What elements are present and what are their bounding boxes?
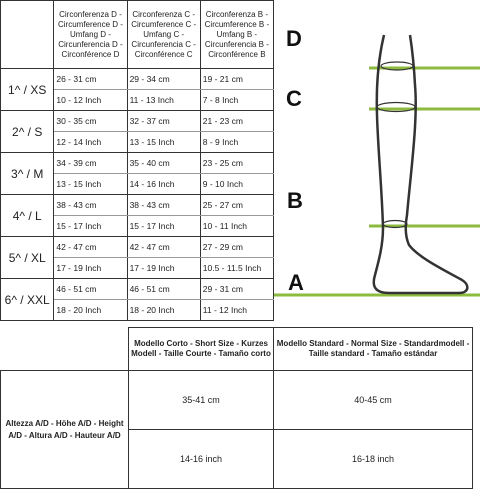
inch-value: 9 - 10 Inch: [200, 174, 273, 195]
size-table: [0, 0, 274, 321]
inch-value: 18 - 20 Inch: [127, 300, 200, 321]
size-label: 6^ / XXL: [1, 279, 54, 321]
size-label: 1^ / XS: [1, 69, 54, 111]
leg-outline: [374, 35, 468, 293]
standard-size-inch: 16-18 inch: [274, 430, 473, 489]
cm-value: 32 - 37 cm: [127, 111, 200, 132]
label-c: C: [286, 86, 302, 111]
leg-diagram: [274, 0, 480, 327]
cm-value: 38 - 43 cm: [54, 195, 127, 216]
label-d: D: [286, 26, 302, 51]
height-row-label: Altezza A/D - Höhe A/D - Height A/D - Altura A/D - Hauteur A/D: [1, 371, 129, 489]
inch-value: 17 - 19 Inch: [127, 258, 200, 279]
inch-value: 8 - 9 Inch: [200, 132, 273, 153]
size-label: 5^ / XL: [1, 237, 54, 279]
cm-value: 26 - 31 cm: [54, 69, 127, 90]
inch-value: 10 - 11 Inch: [200, 216, 273, 237]
cm-value: 29 - 34 cm: [127, 69, 200, 90]
cm-value: 29 - 31 cm: [200, 279, 273, 300]
cm-value: 42 - 47 cm: [54, 237, 127, 258]
cm-value: 27 - 29 cm: [200, 237, 273, 258]
cm-value: 21 - 23 cm: [200, 111, 273, 132]
cm-value: 25 - 27 cm: [200, 195, 273, 216]
size-row-cm: [1, 237, 274, 258]
size-row-cm: [1, 195, 274, 216]
size-label: 3^ / M: [1, 153, 54, 195]
size-row-cm: [1, 153, 274, 174]
inch-value: 7 - 8 Inch: [200, 90, 273, 111]
short-size-cm: 35-41 cm: [129, 371, 274, 430]
inch-value: 18 - 20 Inch: [54, 300, 127, 321]
inch-value: 11 - 12 Inch: [200, 300, 273, 321]
inch-value: 10.5 - 11.5 Inch: [200, 258, 273, 279]
inch-value: 17 - 19 Inch: [54, 258, 127, 279]
height-header-corner: [1, 328, 129, 371]
inch-value: 13 - 15 Inch: [127, 132, 200, 153]
height-table: [0, 327, 473, 489]
size-label: 4^ / L: [1, 195, 54, 237]
cm-value: 34 - 39 cm: [54, 153, 127, 174]
inch-value: 11 - 13 Inch: [127, 90, 200, 111]
cm-value: 46 - 51 cm: [54, 279, 127, 300]
cm-value: 30 - 35 cm: [54, 111, 127, 132]
inch-value: 15 - 17 Inch: [54, 216, 127, 237]
cm-value: 35 - 40 cm: [127, 153, 200, 174]
header-circumference-d: Circonferenza D - Circumference D - Umfang D - Circunferencia D - Circonférence D: [54, 1, 127, 69]
size-label: 2^ / S: [1, 111, 54, 153]
label-b: B: [287, 188, 303, 213]
inch-value: 13 - 15 Inch: [54, 174, 127, 195]
inch-value: 15 - 17 Inch: [127, 216, 200, 237]
header-standard-size: Modello Standard - Normal Size - Standardmodell - Taille standard - Tamaño estándar: [274, 328, 473, 371]
inch-value: 10 - 12 Inch: [54, 90, 127, 111]
header-short-size: Modello Corto - Short Size - Kurzes Modell - Taille Courte - Tamaño corto: [129, 328, 274, 371]
label-a: A: [288, 270, 304, 295]
cm-value: 42 - 47 cm: [127, 237, 200, 258]
header-circumference-b: Circonferenza B - Circumference B - Umfang B - Circunferencia B - Circonférence B: [200, 1, 273, 69]
cm-value: 23 - 25 cm: [200, 153, 273, 174]
size-row-cm: [1, 279, 274, 300]
short-size-inch: 14-16 inch: [129, 430, 274, 489]
size-row-cm: [1, 69, 274, 90]
inch-value: 12 - 14 Inch: [54, 132, 127, 153]
size-row-cm: [1, 111, 274, 132]
inch-value: 14 - 16 Inch: [127, 174, 200, 195]
size-rows: [1, 69, 274, 321]
cm-value: 38 - 43 cm: [127, 195, 200, 216]
header-circumference-c: Circonferenza C - Circumference C - Umfang C - Circunferencia C - Circonférence C: [127, 1, 200, 69]
header-corner: [1, 1, 54, 69]
standard-size-cm: 40-45 cm: [274, 371, 473, 430]
cm-value: 19 - 21 cm: [200, 69, 273, 90]
cm-value: 46 - 51 cm: [127, 279, 200, 300]
